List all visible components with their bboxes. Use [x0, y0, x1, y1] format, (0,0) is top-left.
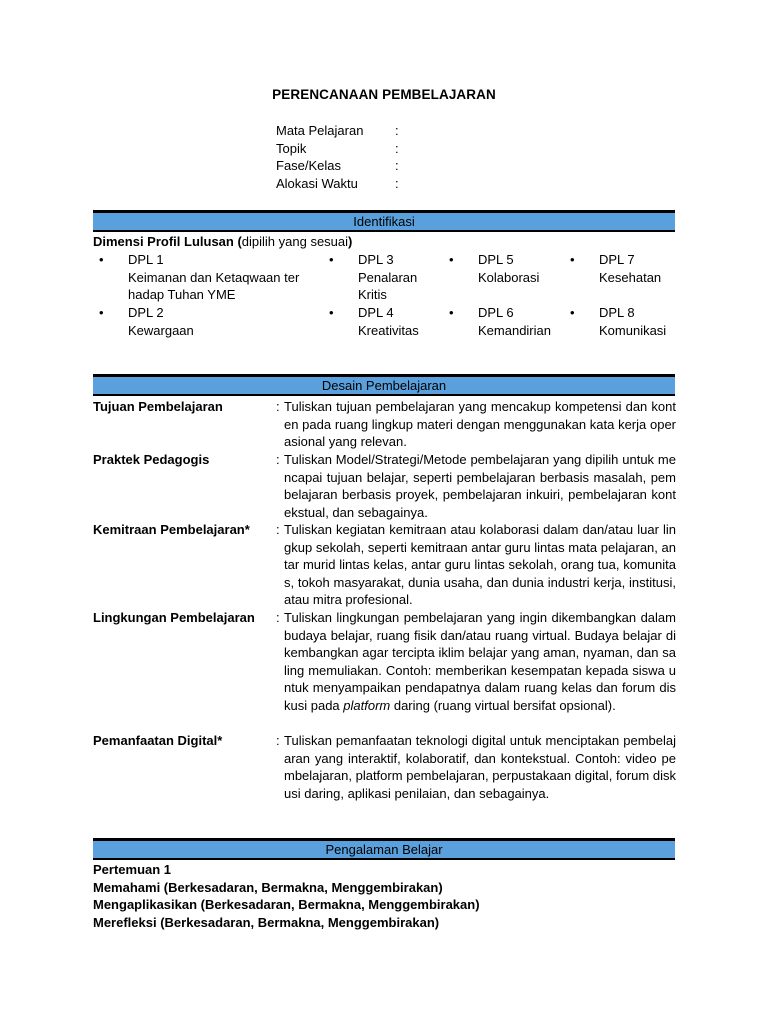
- dpl-desc: Kewargaan: [128, 322, 194, 338]
- profil-bold-suffix: ): [348, 234, 353, 249]
- desain-colon: :: [276, 733, 280, 748]
- dpl-code: DPL 8: [599, 305, 635, 320]
- meta-colon: :: [395, 123, 399, 138]
- pengalaman-line: Mengaplikasikan (Berkesadaran, Bermakna, Menggembirakan): [93, 897, 480, 912]
- bullet-icon: •: [99, 305, 104, 320]
- meta-label: Alokasi Waktu: [276, 175, 358, 191]
- bullet-icon: •: [570, 252, 575, 267]
- desain-colon: :: [276, 452, 280, 467]
- meta-label: Mata Pelajaran: [276, 123, 364, 138]
- section-heading: Desain Pembelajaran: [321, 378, 447, 393]
- meta-label: Fase/Kelas: [276, 158, 342, 173]
- section-band-desain: [93, 374, 675, 396]
- profil-normal-text: dipilih yang sesuai: [241, 234, 349, 249]
- dpl-item-4: [329, 304, 443, 339]
- pengalaman-line: Pertemuan 1: [93, 862, 172, 877]
- dpl-code: DPL 4: [358, 305, 394, 320]
- desain-text: Tuliskan pemanfaatan teknologi digital untuk menciptakan pembelajaran yang interaktif, kolaboratif, dan kontekstual. Contoh: video pembelajaran, platform pembelajaran, perpustakaan digital, forum diskusi daring, aplikasi penilaian, dan sebagainya.: [284, 733, 676, 801]
- pengalaman-block: [93, 861, 480, 931]
- desain-label: Kemitraan Pembelajaran*: [93, 522, 250, 537]
- meta-label: Topik: [276, 140, 307, 156]
- desain-text: [284, 609, 676, 715]
- dpl-desc: Kemandirian: [478, 322, 551, 338]
- desain-colon: :: [276, 399, 280, 414]
- dpl-code: DPL 6: [478, 305, 514, 320]
- desain-label: Lingkungan Pembelajaran: [93, 610, 255, 625]
- dpl-desc: Kreativitas: [358, 322, 419, 338]
- dpl-desc: Komunikasi: [599, 322, 667, 338]
- dpl-code: DPL 1: [128, 252, 164, 267]
- profil-bold-prefix: Dimensi Profil Lulusan (: [93, 234, 242, 249]
- desain-colon: :: [276, 522, 280, 537]
- dpl-code: DPL 7: [599, 252, 635, 267]
- dpl-desc: Keimanan dan Ketaqwaan ter hadap Tuhan YME: [128, 269, 300, 302]
- section-heading: Identifikasi: [353, 214, 415, 229]
- dpl-item-8: [570, 304, 675, 339]
- dpl-item-6: [449, 304, 568, 339]
- meta-row-fase-kelas: [276, 157, 399, 175]
- pengalaman-line: Memahami (Berkesadaran, Bermakna, Menggembirakan): [93, 879, 443, 895]
- dpl-item-2: [99, 304, 323, 339]
- dpl-item-1: [99, 251, 323, 304]
- desain-text: Tuliskan Model/Strategi/Metode pembelajaran yang dipilih untuk mencapai tujuan belajar, seperti pembelajaran berbasis masalah, pembelajaran berbasis proyek, pembelajaran inkuiri, pembelajaran kontekstual, dan sebagainya.: [284, 452, 676, 520]
- desain-label: Praktek Pedagogis: [93, 452, 210, 467]
- bullet-icon: •: [449, 252, 454, 267]
- section-band-pengalaman: [93, 838, 675, 860]
- meta-block: [276, 122, 399, 192]
- page-title: PERENCANAAN PEMBELAJARAN: [272, 87, 496, 102]
- dpl-code: DPL 5: [478, 252, 514, 267]
- desain-label: Tujuan Pembelajaran: [93, 399, 223, 414]
- desain-label: Pemanfaatan Digital*: [93, 733, 223, 748]
- dpl-item-7: [570, 251, 675, 286]
- desain-text: Tuliskan tujuan pembelajaran yang mencakup kompetensi dan konten pada ruang lingkup materi dengan menggunakan kata kerja operasional yang relevan.: [284, 399, 676, 450]
- section-band-identifikasi: [93, 210, 675, 232]
- desain-text-part: Tuliskan lingkungan pembelajaran yang ingin dikembangkan dalam budaya belajar, ruang fisik dan/atau ruang virtual. Budaya belajar dikembangkan agar tercipta iklim belajar yang aman, nyaman, dan saling memuliakan. Contoh: memberikan kesempatan kepada siswa untuk menyampaikan pendapatnya dalam ruang kelas dan forum diskusi pada: [284, 610, 676, 713]
- dpl-item-5: [449, 251, 568, 286]
- desain-colon: :: [276, 610, 280, 625]
- dpl-code: DPL 2: [128, 305, 164, 320]
- meta-row-topik: [276, 140, 399, 158]
- meta-row-alokasi-waktu: [276, 175, 399, 193]
- bullet-icon: •: [329, 305, 334, 320]
- desain-text-italic: platform: [343, 697, 391, 713]
- dpl-desc: Kolaborasi: [478, 269, 540, 285]
- desain-text-part: daring (ruang virtual bersifat opsional).: [390, 697, 616, 713]
- section-heading: Pengalaman Belajar: [325, 842, 443, 857]
- bullet-icon: •: [99, 252, 104, 267]
- dpl-code: DPL 3: [358, 252, 394, 267]
- meta-colon: :: [395, 175, 399, 191]
- bullet-icon: •: [449, 305, 454, 320]
- dpl-desc: Penalaran Kritis: [358, 269, 418, 302]
- bullet-icon: •: [329, 252, 334, 267]
- pengalaman-line: Merefleksi (Berkesadaran, Bermakna, Menggembirakan): [93, 914, 440, 930]
- meta-colon: :: [395, 140, 399, 156]
- dpl-item-3: [329, 251, 443, 304]
- meta-colon: :: [395, 158, 399, 173]
- dpl-desc: Kesehatan: [599, 269, 662, 285]
- desain-text: Tuliskan kegiatan kemitraan atau kolaborasi dalam dan/atau luar lingkup sekolah, seperti kemitraan antar guru lintas mata pelajaran, antar murid lintas kelas, antar guru lintas sekolah, orang tua, komunitas, tokoh masyarakat, dunia usaha, dan dunia industri kerja, institusi, atau mitra profesional.: [284, 522, 676, 608]
- bullet-icon: •: [570, 305, 575, 320]
- profil-lulusan-title: [93, 233, 352, 251]
- meta-row-mata-pelajaran: [276, 122, 399, 140]
